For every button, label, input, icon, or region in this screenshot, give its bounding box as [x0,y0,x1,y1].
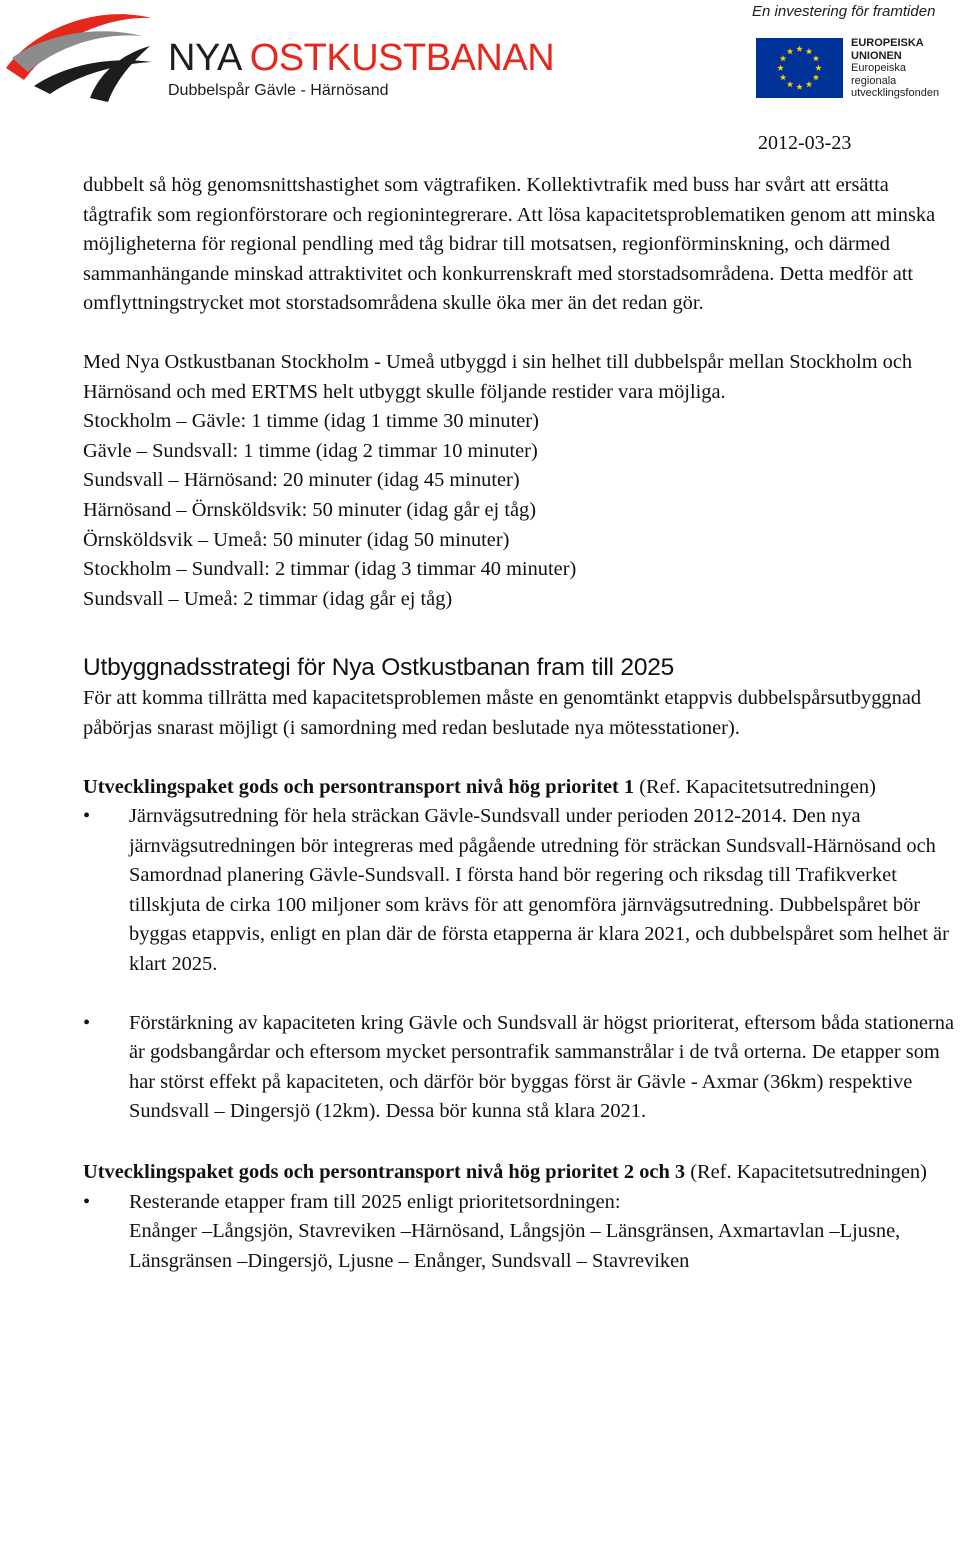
brand-word-2: OSTKUSTBANAN [249,37,555,79]
travel-time-line: Sundsvall – Härnösand: 20 minuter (idag 45 minuter) [83,469,520,492]
eu-label-line: utvecklingsfonden [851,87,940,99]
bullet-icon: • [83,1190,91,1213]
brand-title [168,38,554,78]
eu-flag-icon [756,38,843,98]
list-item [83,802,960,980]
list-item-text: Enånger –Långsjön, Stavreviken –Härnösand, Långsjön – Länsgränsen, Axmartavlan –Ljusne, Länsgränsen –Dingersjö, Ljusne – Enånger, Sundsvall – Stavreviken [129,1220,901,1272]
paragraph-regional-commuting: dubbelt så hög genomsnittshastighet som vägtrafiken. Kollektivtrafik med buss har svårt att ersätta tågtrafik som regionförstorare och regionintegrerare. Att lösa kapacitetsproblematiken genom att minska möjligheterna för regional pendling med tåg bidrar till motsatsen, regionförminskning, och därmed sammanhängande minskad attraktivitet och konkurrenskraft med storstadsområdena. Detta medför att omflyttningstrycket mot storstadsområdena skulle öka mer än det redan gör. [83,174,936,315]
eu-fund-label [851,37,939,100]
travel-time-line: Stockholm – Gävle: 1 timme (idag 1 timme 30 minuter) [83,410,539,433]
paragraph-strategy: För att komma tillrätta med kapacitetsproblemen måste en genomtänkt etappvis dubbelspårsutbyggnad påbörjas snarast möjligt (i samordning med redan beslutade nya mötesstationer). [83,687,922,739]
list-item [83,1009,960,1127]
travel-time-line: Sundsvall – Umeå: 2 timmar (idag går ej tåg) [83,587,453,610]
list-item-text: Järnvägsutredning för hela sträckan Gävle-Sundsvall under perioden 2012-2014. Den nya järnvägsutredningen bör integreras med pågående utredning för sträckan Sundsvall-Härnösand och Samordnad planering Gävle-Sundsvall. I första hand bör regering och riksdag till Trafikverket tillskjuta de cirka 100 miljoner som krävs för att genomföra järnvägsutredning. Dubbelspåret bör byggas etappvis, enligt en plan där de första etapperna är klara 2021, och dubbelspåret som helhet är klart 2025. [129,805,949,976]
eu-label-line: UNIONEN [851,49,902,62]
logo-swoosh-dark-lower [34,60,152,94]
bullet-icon: • [83,805,91,828]
package-2-heading [83,1158,960,1188]
list-item-text: Resterande etapper fram till 2025 enligt prioritetsordningen: [129,1190,621,1213]
brand-word-1: NYA [168,37,240,79]
document-date: 2012-03-23 [758,132,852,154]
travel-time-line: Örnsköldsvik – Umeå: 50 minuter (idag 50 minuter) [83,528,510,551]
travel-times-list [83,407,960,614]
list-item-text: Förstärkning av kapaciteten kring Gävle och Sundsvall är högst prioriterat, eftersom båda stationerna är godsbangårdar och eftersom mycket persontrafik sammanstrålar i de två orterna. De etapper som har störst effekt på kapaciteten, och därför bör byggas först är Gävle - Axmar (36km) respektive Sundsvall – Dingersjö (12km). Dessa bör kunna stå klara 2021. [129,1011,955,1123]
package-1-title: Utvecklingspaket gods och persontransport nivå hög prioritet 1 [83,775,635,798]
package-2-list [83,1188,960,1277]
travel-time-line: Härnösand – Örnsköldsvik: 50 minuter (idag går ej tåg) [83,498,537,521]
eu-label-line: EUROPEISKA [851,37,924,49]
section-heading-strategy: Utbyggnadsstrategi för Nya Ostkustbanan fram till 2025 [83,654,675,682]
package-2-title: Utvecklingspaket gods och persontransport nivå hög prioritet 2 och 3 [83,1161,686,1184]
brand-subtitle: Dubbelspår Gävle - Härnösand [168,82,389,99]
paragraph-travel-times-intro: Med Nya Ostkustbanan Stockholm - Umeå utbyggd i sin helhet till dubbelspår mellan Stockholm och Härnösand och med ERTMS helt utbyggt skulle följande restider vara möjliga. [83,350,913,403]
travel-time-line: Gävle – Sundsvall: 1 timme (idag 2 timmar 10 minuter) [83,439,538,462]
bullet-icon: • [83,1011,91,1034]
package-2-ref: (Ref. Kapacitetsutredningen) [685,1161,927,1184]
eu-tagline: En investering för framtiden [752,3,936,20]
document-body [83,171,960,1276]
eu-label-line: regionala [851,74,897,87]
list-item [83,1188,960,1277]
logo-swoosh-dark [90,46,150,102]
package-1-ref: (Ref. Kapacitetsutredningen) [634,775,876,798]
logo-mark [4,6,154,102]
package-1-heading [83,773,960,803]
travel-time-line: Stockholm – Sundvall: 2 timmar (idag 3 timmar 40 minuter) [83,558,577,581]
eu-label-line: Europeiska [851,62,907,74]
package-1-list [83,802,960,1127]
